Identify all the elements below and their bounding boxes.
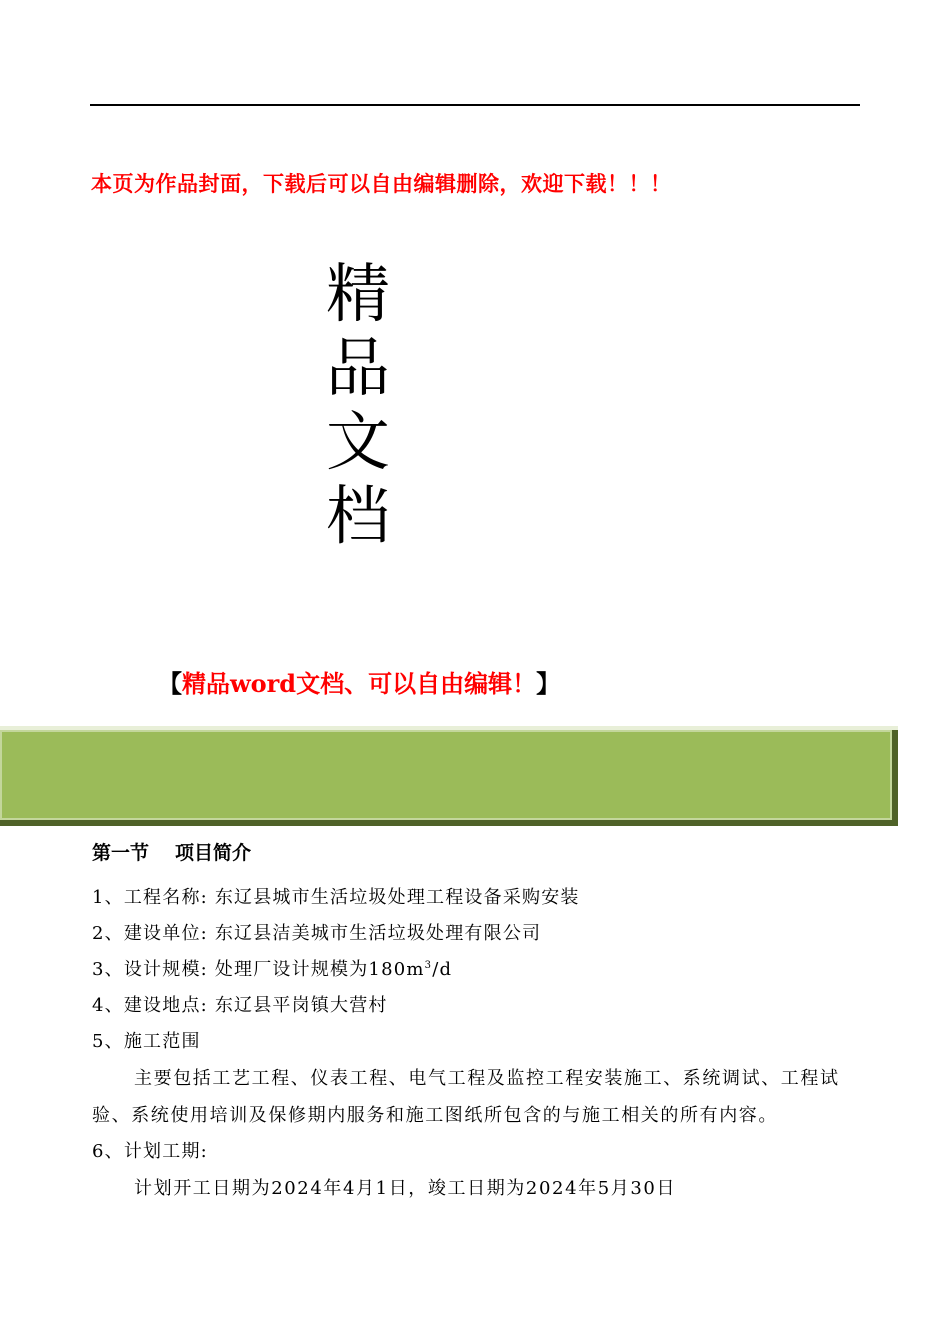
editable-banner — [158, 664, 560, 699]
green-divider-band — [0, 730, 898, 826]
item-construction-unit: 2、建设单位: 东辽县洁美城市生活垃圾处理有限公司 — [92, 923, 542, 944]
item-design-scale-text: 3、设计规模: 处理厂设计规模为180m — [92, 959, 425, 980]
banner-text: 精品word文档、可以自由编辑！ — [182, 669, 537, 698]
banner-close-bracket: 】 — [536, 669, 561, 698]
cover-title — [318, 258, 398, 554]
header-rule — [90, 104, 860, 106]
item-schedule-heading: 6、计划工期: — [92, 1141, 208, 1162]
item-location: 4、建设地点: 东辽县平岗镇大营村 — [92, 995, 388, 1016]
item-scope-heading: 5、施工范围 — [92, 1031, 201, 1052]
cover-title-char-4: 档 — [326, 480, 390, 554]
cover-title-char-1: 精 — [326, 258, 390, 332]
section-number: 第一节 — [92, 842, 150, 864]
cover-title-char-2: 品 — [326, 332, 390, 406]
item-design-scale-unit: /d — [432, 959, 453, 980]
item-scope-body: 主要包括工艺工程、仪表工程、电气工程及监控工程安装施工、系统调试、工程试验、系统使用培训及保修期内服务和施工图纸所包含的与施工相关的所有内容。 — [92, 1068, 840, 1126]
item-project-name: 1、工程名称: 东辽县城市生活垃圾处理工程设备采购安装 — [92, 887, 580, 908]
item-schedule-body: 计划开工日期为2024年4月1日，竣工日期为2024年5月30日 — [134, 1178, 677, 1199]
cover-title-char-3: 文 — [326, 406, 390, 480]
section-title: 项目简介 — [175, 842, 252, 864]
cover-notice: 本页为作品封面，下载后可以自由编辑删除，欢迎下载！！！ — [91, 172, 672, 196]
item-design-scale — [92, 952, 867, 988]
project-intro — [92, 880, 867, 1207]
item-design-scale-sup: 3 — [424, 960, 433, 971]
section-heading — [92, 838, 251, 865]
banner-open-bracket: 【 — [158, 669, 182, 698]
